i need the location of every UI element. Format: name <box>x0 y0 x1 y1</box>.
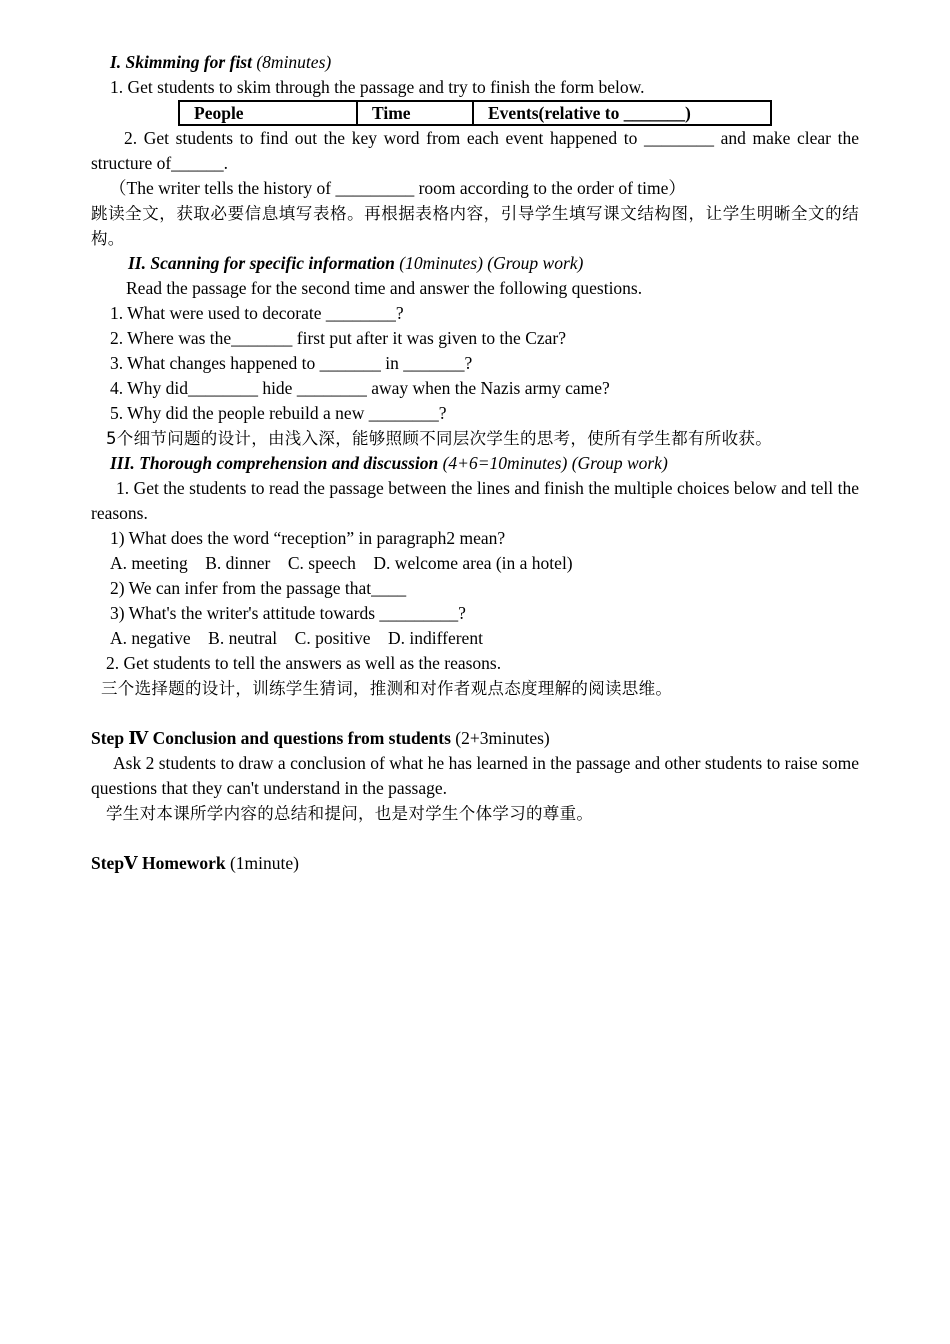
thorough-question-1-options: A. meeting B. dinner C. speech D. welcome area (in a hotel) <box>110 553 573 573</box>
thorough-time: (4+6=10minutes) (Group work) <box>442 453 668 473</box>
scanning-question-3: 3. What changes happened to _______ in _______? <box>110 353 473 373</box>
table-header-row <box>179 101 771 125</box>
step4-heading <box>91 726 859 751</box>
table-header-time: Time <box>357 101 473 125</box>
thorough-item-1: 1. Get the students to read the passage between the lines and finish the multiple choices below and tell the reasons. <box>91 478 859 523</box>
skimming-form-table <box>178 100 772 126</box>
skimming-note: （The writer tells the history of _________ room according to the order of time） <box>109 178 686 198</box>
skimming-cn-note: 跳读全文，获取必要信息填写表格。再根据表格内容，引导学生填写课文结构图，让学生明晰全文的结构。 <box>91 204 859 248</box>
lesson-plan-page <box>91 50 859 876</box>
step4-body: Ask 2 students to draw a conclusion of what he has learned in the passage and other students to raise some questions that they can't understand in the passage. <box>91 753 859 798</box>
skimming-time: (8minutes) <box>256 52 332 72</box>
scanning-time: (10minutes) (Group work) <box>399 253 584 273</box>
step5-time: (1minute) <box>229 853 299 873</box>
thorough-heading <box>91 451 859 476</box>
step5-heading <box>91 851 859 876</box>
scanning-cn-note: 5个细节问题的设计，由浅入深，能够照顾不同层次学生的思考，使所有学生都有所收获。 <box>106 429 772 448</box>
thorough-cn-note: 三个选择题的设计，训练学生猜词，推测和对作者观点态度理解的阅读思维。 <box>101 679 673 698</box>
scanning-question-2: 2. Where was the_______ first put after it was given to the Czar? <box>110 328 566 348</box>
thorough-item-2: 2. Get students to tell the answers as well as the reasons. <box>106 653 502 673</box>
scanning-intro: Read the passage for the second time and answer the following questions. <box>126 278 643 298</box>
step4-time: (2+3minutes) <box>455 728 550 748</box>
scanning-question-4: 4. Why did________ hide ________ away when the Nazis army came? <box>110 378 610 398</box>
scanning-question-5: 5. Why did the people rebuild a new ________? <box>110 403 447 423</box>
thorough-question-3: 3) What's the writer's attitude towards _________? <box>110 603 466 623</box>
skimming-heading <box>91 50 859 75</box>
skimming-item-2: 2. Get students to find out the key word from each event happened to ________ and make clear the structure of______. <box>91 128 859 173</box>
scanning-title: II. Scanning for specific information <box>128 253 395 273</box>
scanning-heading <box>91 251 859 276</box>
spacer <box>91 701 859 726</box>
table-header-people: People <box>179 101 357 125</box>
thorough-question-1: 1) What does the word “reception” in paragraph2 mean? <box>110 528 506 548</box>
step4-title: Step Ⅳ Conclusion and questions from students <box>91 728 451 748</box>
skimming-item-1: 1. Get students to skim through the passage and try to finish the form below. <box>110 77 645 97</box>
thorough-question-2: 2) We can infer from the passage that____ <box>110 578 407 598</box>
scanning-question-1: 1. What were used to decorate ________? <box>110 303 404 323</box>
spacer <box>91 826 859 851</box>
step4-cn-note: 学生对本课所学内容的总结和提问，也是对学生个体学习的尊重。 <box>106 804 594 823</box>
step5-title: StepⅤ Homework <box>91 853 226 873</box>
table-header-events: Events(relative to _______) <box>473 101 771 125</box>
skimming-title: I. Skimming for fist <box>110 52 252 72</box>
thorough-question-3-options: A. negative B. neutral C. positive D. indifferent <box>110 628 483 648</box>
thorough-title: III. Thorough comprehension and discussion <box>110 453 439 473</box>
